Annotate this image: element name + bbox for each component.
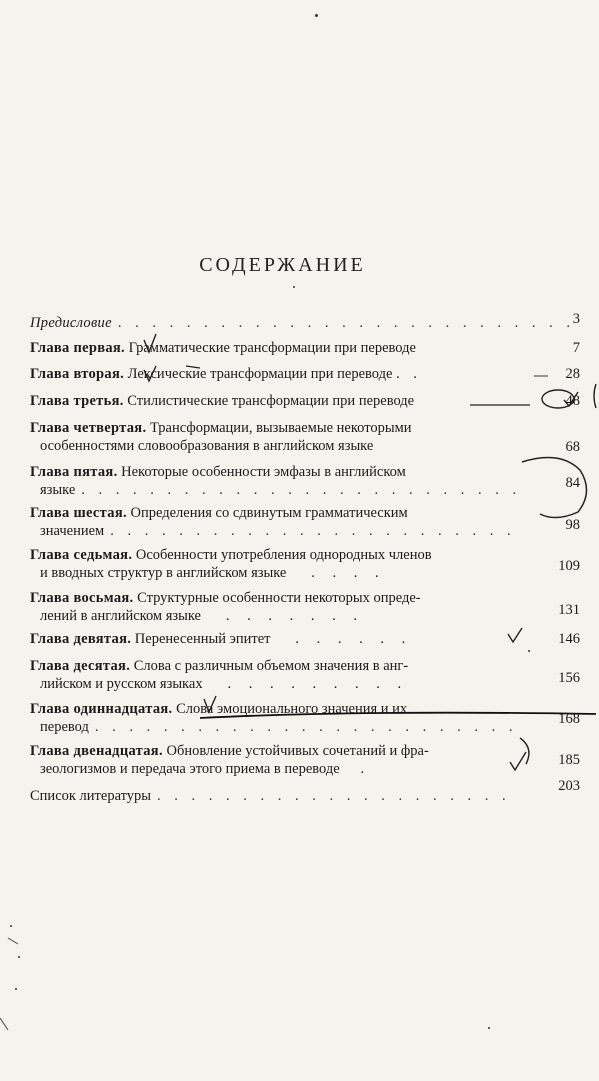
paper-speck xyxy=(315,14,318,17)
entry-label: Глава первая. xyxy=(30,340,125,356)
entry-text: Трансформации, вызываемые некоторыми xyxy=(150,420,412,436)
pen-stroke xyxy=(0,1018,8,1030)
page-number: 109 xyxy=(558,558,580,574)
entry-label: Список литературы xyxy=(30,788,152,804)
page-number: 7 xyxy=(572,340,580,356)
toc-entry-chapter-10: Глава десятая. Слова с различным объемом значения в анг- лийском и русском языках . . . . . . . . . 156 xyxy=(30,658,580,692)
entry-text-continued: особенностями словообразования в английском языке xyxy=(40,438,374,454)
toc-entry-chapter-3 xyxy=(30,392,580,410)
entry-text: Грамматические трансформации при переводе xyxy=(128,340,416,356)
entry-label: Глава двенадцатая. xyxy=(30,743,163,759)
paper-speck xyxy=(293,286,295,288)
entry-label: Предисловие xyxy=(30,315,112,331)
entry-text: Слова с различным объемом значения в анг- xyxy=(133,658,409,674)
toc-entry-chapter-8: Глава восьмая. Структурные особенности некоторых опреде- лений в английском языке . . . . . . . 131 xyxy=(30,590,580,624)
page-number: 185 xyxy=(558,752,580,768)
toc-entry-chapter-9: Глава девятая. Перенесенный эпитет . . . . . . 146 xyxy=(30,631,580,647)
toc-entry-chapter-2: Глава вторая. Лексические трансформации при переводе . . 28 xyxy=(30,366,580,382)
entry-text-continued: лийском и русском языках xyxy=(40,676,203,692)
paper-speck xyxy=(18,956,20,958)
page-number: 48 xyxy=(565,393,580,409)
entry-text: Стилистические трансформации при переводе xyxy=(127,393,415,409)
entry-label: Глава вторая. xyxy=(30,366,125,382)
entry-label: Глава седьмая. xyxy=(30,547,133,563)
entry-label: Глава восьмая. xyxy=(30,590,134,606)
page-number: 3 xyxy=(572,311,580,327)
page-number: 156 xyxy=(558,670,580,686)
toc-entry-chapter-4 xyxy=(30,419,580,455)
entry-text: Обновление устойчивых сочетаний и фра- xyxy=(166,743,429,759)
toc-entry-chapter-5 xyxy=(30,463,580,499)
toc-entry-bibliography xyxy=(30,778,580,805)
entry-text-continued: зеологизмов и передача этого приема в переводе xyxy=(40,761,340,777)
entry-text: Структурные особенности некоторых опреде- xyxy=(137,590,421,606)
page-number: 28 xyxy=(565,366,580,382)
page-number: 84 xyxy=(565,475,580,491)
toc-entry-chapter-1 xyxy=(30,339,580,357)
entry-text: Лексические трансформации при переводе xyxy=(127,366,393,382)
entry-label: Глава одиннадцатая. xyxy=(30,701,173,717)
paper-speck xyxy=(528,650,530,652)
entry-label: Глава девятая. xyxy=(30,631,132,647)
entry-label: Глава пятая. xyxy=(30,464,118,480)
entry-text: Определения со сдвинутым грамматическим xyxy=(130,505,408,521)
toc-entry-chapter-6 xyxy=(30,504,580,540)
paper-speck xyxy=(488,1027,490,1029)
page-number: 168 xyxy=(558,711,580,727)
paper-speck xyxy=(10,925,12,927)
entry-text-continued: и вводных структур в английском языке xyxy=(40,565,287,581)
page-number: 131 xyxy=(558,602,580,618)
entry-label: Глава десятая. xyxy=(30,658,131,674)
toc-entry-chapter-12: Глава двенадцатая. Обновление устойчивых сочетаний и фра- зеологизмов и передача этого приема в переводе . 185 xyxy=(30,743,580,777)
page-number: 203 xyxy=(558,778,580,794)
page-number: 98 xyxy=(565,517,580,533)
entry-label: Глава шестая. xyxy=(30,505,127,521)
toc-entry-chapter-11 xyxy=(30,700,580,736)
entry-text-continued: перевод xyxy=(40,719,89,735)
page-number: 146 xyxy=(558,631,580,647)
toc-entry-preface xyxy=(30,311,580,332)
toc-entry-chapter-7: Глава седьмая. Особенности употребления однородных членов и вводных структур в английском языке . . . . 109 xyxy=(30,547,580,581)
entry-text: Перенесенный эпитет xyxy=(134,631,271,647)
page-title: СОДЕРЖАНИЕ xyxy=(199,254,366,276)
page-number: 68 xyxy=(565,439,580,455)
entry-text: Некоторые особенности эмфазы в английском xyxy=(121,464,406,480)
entry-text: Особенности употребления однородных членов xyxy=(135,547,432,563)
paper-speck xyxy=(15,988,17,990)
entry-text-continued: языке xyxy=(40,482,76,498)
entry-label: Глава четвертая. xyxy=(30,420,147,436)
entry-text-continued: значением xyxy=(40,523,105,539)
entry-text: Слова эмоционального значения и их xyxy=(176,701,408,717)
margin-stroke xyxy=(594,384,596,408)
pen-stroke xyxy=(8,938,18,944)
entry-text-continued: лений в английском языке xyxy=(40,608,201,624)
entry-label: Глава третья. xyxy=(30,393,124,409)
